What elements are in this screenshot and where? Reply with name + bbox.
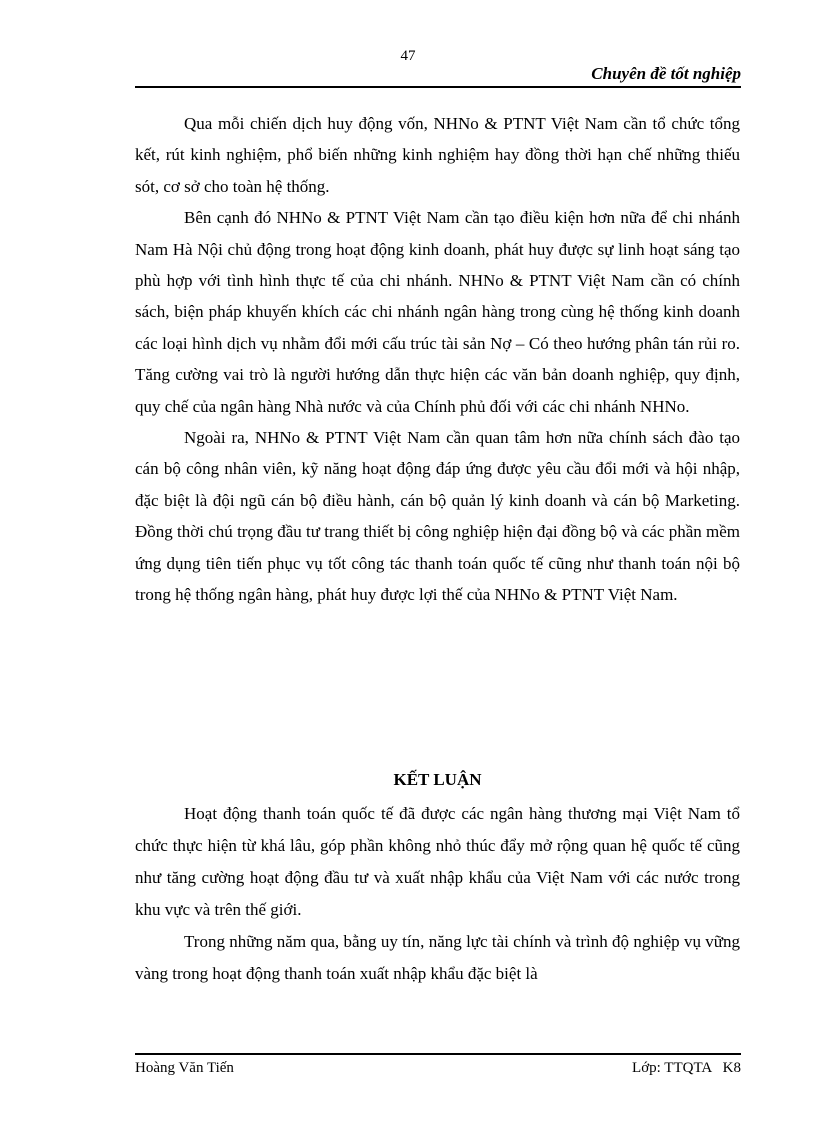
paragraph: Hoạt động thanh toán quốc tế đã được các ngân hàng thương mại Việt Nam tổ chức thực hiện từ khá lâu, góp phần không nhỏ thúc đẩy mở rộng quan hệ quốc tế cũng như tăng cường hoạt động đầu tư và xuất nhập khẩu của Việt Nam với các nước trong khu vực và trên thế giới. xyxy=(135,804,740,919)
class-label: Lớp: TTQTA K8 xyxy=(632,1060,741,1076)
paragraph: Ngoài ra, NHNo & PTNT Việt Nam cần quan tâm hơn nữa chính sách đào tạo cán bộ công nhân viên, kỹ năng hoạt động đáp ứng được yêu cầu đổi mới và hội nhập, đặc biệt là đội ngũ cán bộ điều hành, cán bộ quản lý kinh doanh và cán bộ Marketing. Đồng thời chú trọng đầu tư trang thiết bị công nghiệp hiện đại đồng bộ và các phần mềm ứng dụng tiên tiến phục vụ tốt công tác thanh toán quốc tế cũng như thanh toán nội bộ trong hệ thống ngân hàng, phát huy được lợi thế của NHNo & PTNT Việt Nam. xyxy=(135,428,740,605)
header-divider xyxy=(135,86,741,88)
paragraph: Qua mỗi chiến dịch huy động vốn, NHNo & PTNT Việt Nam cần tổ chức tổng kết, rút kinh nghiệm, phổ biến những kinh nghiệm hay đồng thời hạn chế những thiếu sót, cơ sở cho toàn hệ thống. xyxy=(135,114,740,196)
body-section xyxy=(135,108,740,611)
author-name: Hoàng Văn Tiến xyxy=(135,1060,234,1076)
conclusion-section xyxy=(135,798,740,990)
footer-divider xyxy=(135,1053,741,1055)
paragraph: Bên cạnh đó NHNo & PTNT Việt Nam cần tạo điều kiện hơn nữa để chi nhánh Nam Hà Nội chủ động trong hoạt động kinh doanh, phát huy được sự linh hoạt sáng tạo phù hợp với tình hình thực tế của chi nhánh. NHNo & PTNT Việt Nam cần có chính sách, biện pháp khuyến khích các chi nhánh ngân hàng trong cùng hệ thống kinh doanh các loại hình dịch vụ nhằm đổi mới cấu trúc tài sản Nợ – Có theo hướng phân tán rủi ro. Tăng cường vai trò là người hướng dẫn thực hiện các văn bản doanh nghiệp, quy định, quy chế của ngân hàng Nhà nước và của Chính phủ đối với các chi nhánh NHNo. xyxy=(135,208,740,416)
paragraph: Trong những năm qua, bằng uy tín, năng lực tài chính và trình độ nghiệp vụ vững vàng trong hoạt động thanh toán xuất nhập khẩu đặc biệt là xyxy=(135,932,740,983)
page-number: 47 xyxy=(400,48,416,64)
conclusion-heading: KẾT LUẬN xyxy=(393,770,482,789)
document-title: Chuyên đề tốt nghiệp xyxy=(591,64,741,83)
